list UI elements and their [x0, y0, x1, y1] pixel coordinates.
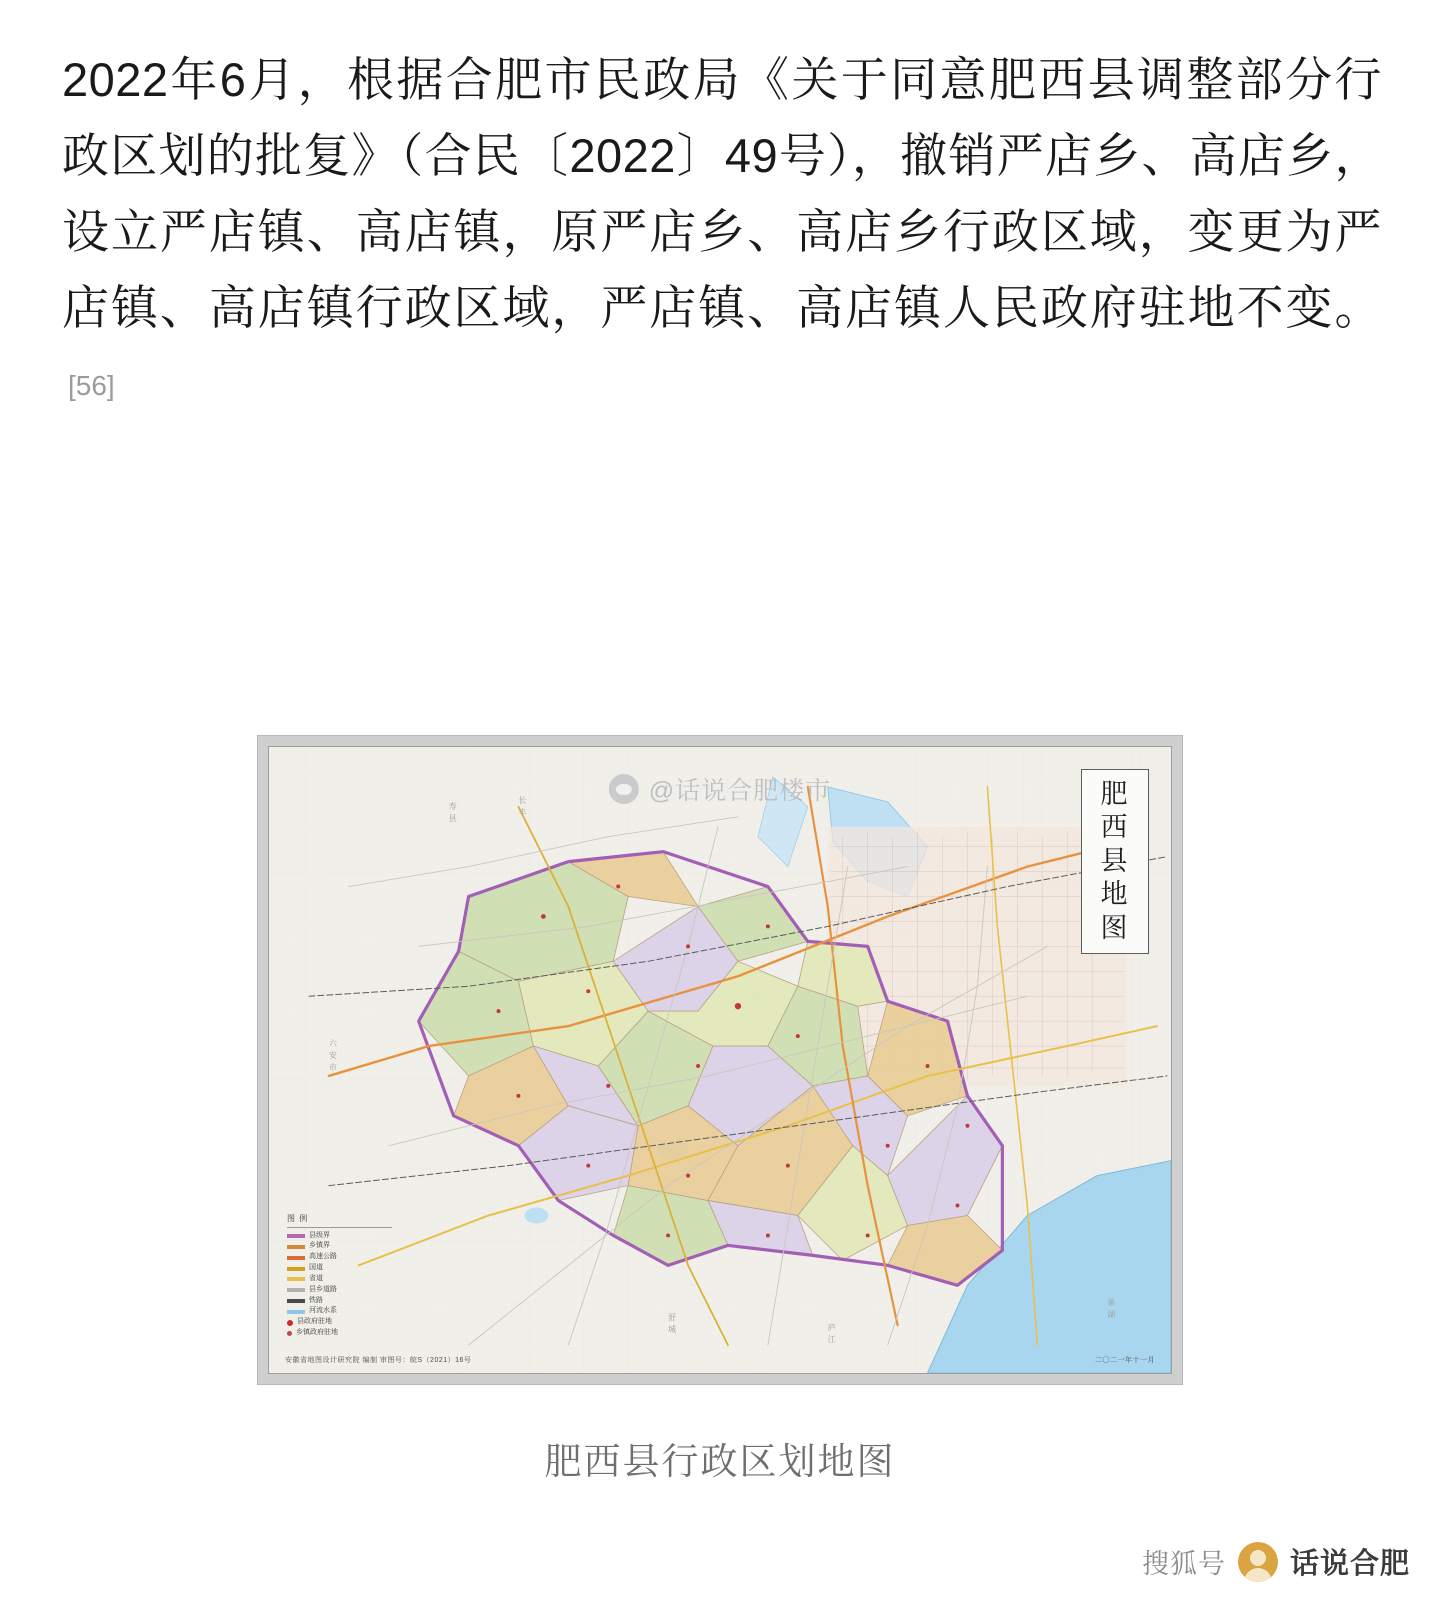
- legend-swatch: [287, 1331, 292, 1336]
- legend-label: 乡镇界: [309, 1242, 330, 1250]
- map-title-cartouche: [1081, 769, 1149, 954]
- map-graphic: [269, 747, 1171, 1373]
- svg-text:舒: 舒: [668, 1313, 677, 1323]
- legend-item: [287, 1252, 392, 1263]
- legend-swatch: [287, 1277, 305, 1281]
- svg-text:庐: 庐: [827, 1323, 836, 1333]
- map-frame[interactable]: [257, 735, 1183, 1385]
- map-title-char-3: 地: [1100, 879, 1130, 911]
- legend-label: 国道: [309, 1264, 323, 1272]
- figure-caption: 肥西县行政区划地图: [544, 1441, 896, 1482]
- legend-label: 县级界: [309, 1231, 330, 1239]
- svg-text:寿: 寿: [448, 801, 457, 811]
- legend-swatch: [287, 1234, 305, 1238]
- svg-text:湖: 湖: [1107, 1310, 1116, 1320]
- svg-text:巢: 巢: [1107, 1298, 1116, 1308]
- map-title-char-4: 图: [1100, 912, 1130, 944]
- svg-text:江: 江: [827, 1335, 836, 1345]
- map-inner[interactable]: [268, 746, 1172, 1374]
- legend-title: 图 例: [287, 1213, 392, 1227]
- legend-item: [287, 1263, 392, 1274]
- svg-text:城: 城: [668, 1325, 677, 1335]
- legend-item: [287, 1241, 392, 1252]
- svg-text:丰: 丰: [518, 807, 527, 817]
- legend-swatch: [287, 1267, 305, 1271]
- svg-text:市: 市: [328, 1062, 337, 1072]
- legend-label: 县乡道路: [309, 1285, 337, 1293]
- legend-label: 高速公路: [309, 1253, 337, 1261]
- legend-swatch: [287, 1310, 305, 1314]
- footer-brand[interactable]: [1142, 1541, 1410, 1582]
- account-name[interactable]: 话说合肥: [1289, 1548, 1410, 1580]
- legend-swatch: [287, 1320, 293, 1326]
- map-credit-left: 安徽省地图设计研究院 编制 审图号：皖S（2021）16号: [285, 1357, 472, 1364]
- svg-text:安: 安: [328, 1051, 337, 1061]
- legend-label: 铁路: [309, 1296, 323, 1304]
- legend-label: 县政府驻地: [297, 1318, 332, 1326]
- platform-label: 搜狐号: [1141, 1549, 1226, 1579]
- legend-swatch: [287, 1288, 305, 1292]
- weibo-watermark: [609, 771, 831, 807]
- legend-item: [287, 1317, 392, 1328]
- article-body: [62, 42, 1382, 423]
- watermark-text: @话说合肥楼市: [648, 777, 832, 805]
- map-title-char-0: 肥: [1100, 779, 1130, 810]
- svg-text:县: 县: [448, 813, 457, 823]
- legend-swatch: [287, 1299, 305, 1303]
- legend-swatch: [287, 1245, 305, 1249]
- legend-label: 河流水系: [309, 1307, 337, 1315]
- avatar: [1238, 1542, 1278, 1582]
- paragraph-text: 2022年6月，根据合肥市民政局《关于同意肥西县调整部分行政区划的批复》（合民〔2022〕49号），撤销严店乡、高店乡，设立严店镇、高店镇，原严店乡、高店乡行政区域，变更为严店镇、高店镇行政区域，严店镇、高店镇人民政府驻地不变。: [62, 53, 1382, 335]
- article-paragraph: [62, 42, 1382, 423]
- legend-item: [287, 1306, 392, 1317]
- weibo-icon: [609, 774, 639, 804]
- legend-item: [287, 1328, 392, 1339]
- map-title-char-1: 西: [1100, 812, 1130, 844]
- map-title-char-2: 县: [1100, 845, 1130, 877]
- legend-label: 乡镇政府驻地: [296, 1329, 338, 1337]
- legend-label: 省道: [309, 1274, 323, 1282]
- map-legend: [287, 1213, 392, 1339]
- legend-swatch: [287, 1256, 305, 1260]
- map-credit-right: 二〇二一年十一月: [1095, 1357, 1155, 1364]
- reference-marker: [56]: [68, 369, 115, 401]
- svg-text:长: 长: [518, 795, 527, 805]
- legend-item: [287, 1274, 392, 1285]
- legend-item: [287, 1296, 392, 1307]
- svg-text:六: 六: [328, 1039, 337, 1049]
- figure-map: [0, 735, 1440, 1485]
- legend-item: [287, 1285, 392, 1296]
- legend-item: [287, 1231, 392, 1242]
